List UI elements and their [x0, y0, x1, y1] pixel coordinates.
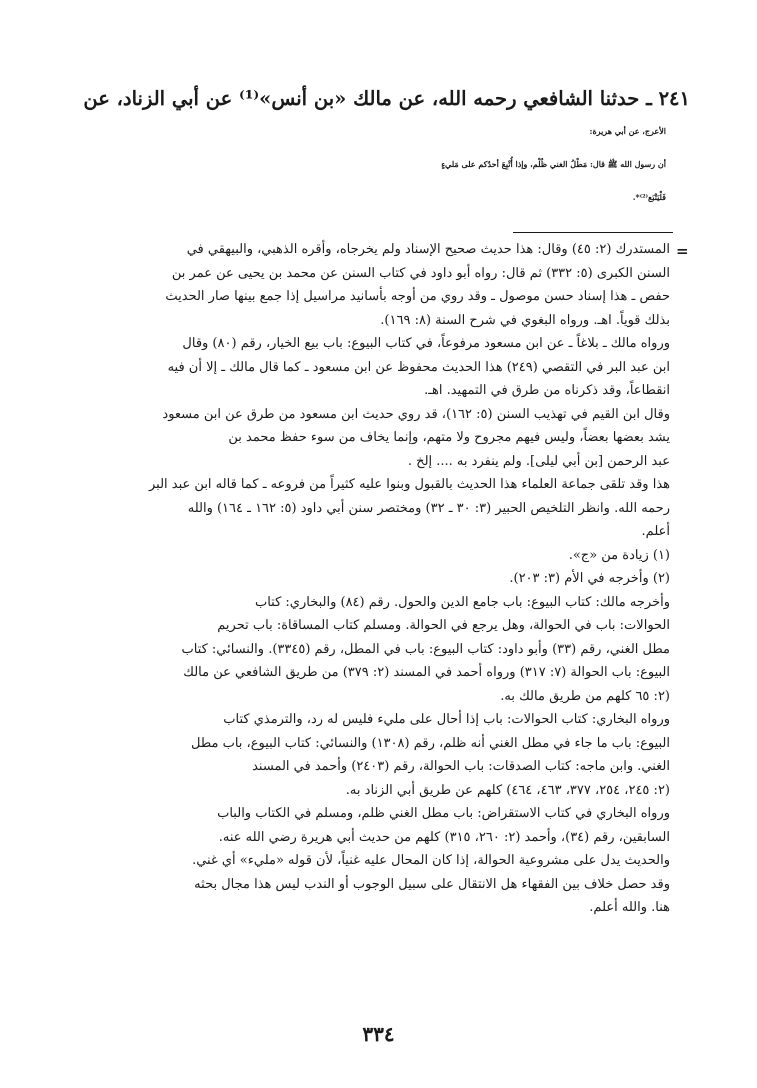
hadith-text [78, 82, 690, 214]
footnote-separator [513, 232, 673, 233]
footnote-line: والحديث يدل على مشروعية الحوالة، إذا كان المحال عليه غنياً، لأن قوله «مليء» أي غني. [192, 853, 670, 868]
hadith-line-4: فَلْيَتْبَع⁽²⁾*. [632, 192, 666, 202]
footnote-line: (١) زيادة من «ج». [568, 547, 670, 563]
footnote-line: هنا. والله أعلم. [589, 900, 670, 915]
footnote-line: الغني. وابن ماجه: كتاب الصدقات: باب الحوالة، رقم (٢٤٠٣) وأحمد في المسند [252, 759, 670, 774]
footnote-line: ورواه البخاري: كتاب الحوالات: باب إذا أحال على مليء فليس له رد، والترمذي كتاب [223, 712, 670, 727]
footnote-line: رحمه الله. وانظر التلخيص الحبير (٣: ٣٠ ـ ٣٢) ومختصر سنن أبي داود (٥: ١٦٢ ـ ١٦٤) والله [187, 500, 670, 516]
footnote-line: الحوالات: باب في الحوالة، وهل يرجع في الحوالة. ومسلم كتاب المساقاة: باب تحريم [217, 618, 670, 633]
footnote-line: ورواه البخاري في كتاب الاستقراض: باب مطل الغني ظلم، ومسلم في الكتاب والباب [217, 806, 670, 821]
footnote-line: انقطاعاً، وقد ذكرناه من طرق في التمهيد. اهـ. [424, 383, 670, 398]
hadith-line-2: الأعرج، عن أبي هريرة: [589, 126, 666, 136]
footnote-line: حفص ـ هذا إسناد حسن موصول ـ وقد روي من أوجه بأسانيد مراسيل إذا جمع بينها صار الحديث [165, 289, 670, 304]
page-number: ٣٣٤ [362, 1022, 395, 1046]
footnote-line: يشد بعضها بعضاً، وليس فيهم مجروح ولا متهم، وإنما يخاف من سوء حفظ محمد بن [228, 430, 670, 445]
footnote-line: (٢: ٢٤٥، ٢٥٤، ٣٧٧، ٤٦٣، ٤٦٤) كلهم عن طريق أبي الزناد به. [345, 782, 670, 798]
hadith-line-3: أن رسول الله ﷺ قال: مَطْلُ الغني ظُلْم، وإذا أُتْبِعَ أحدُكم على مَليءٍ [441, 159, 666, 169]
continuation-marker: = [676, 242, 689, 260]
footnote-line: السنن الكبرى (٥: ٣٣٢) ثم قال: رواه أبو داود في كتاب السنن عن محمد بن يحيى عن عمر بن [171, 265, 670, 281]
footnote-line: وأخرجه مالك: كتاب البيوع: باب جامع الدين والحول. رقم (٨٤) والبخاري: كتاب [254, 594, 670, 610]
footnote-line: مطل الغني، رقم (٣٣) وأبو داود: كتاب البيوع: باب في المطل، رقم (٣٣٤٥). والنسائي: كتاب [181, 641, 670, 657]
footnotes [84, 238, 670, 920]
footnote-line: وقال ابن القيم في تهذيب السنن (٥: ١٦٢)، قد روي حديث ابن مسعود من طرق عن ابن مسعود [162, 406, 670, 422]
footnote-line: السابقين، رقم (٣٤)، وأحمد (٢: ٢٦٠، ٣١٥) كلهم من حديث أبي هريرة رضي الله عنه. [218, 829, 670, 845]
footnote-line: ابن عبد البر في التقصي (٢٤٩) هذا الحديث محفوظ عن ابن مسعود ـ كما قال مالك ـ إلا أن فيه [167, 359, 670, 375]
hadith-line-1: ٢٤١ ـ حدثنا الشافعي رحمه الله، عن مالك «بن أنس»⁽¹⁾ عن أبي الزناد، عن [83, 87, 690, 110]
footnote-line: (٢: ٦٥ كلهم من طريق مالك به. [500, 688, 670, 704]
footnote-line: أعلم. [641, 524, 670, 539]
footnote-line: بذلك قوياً. اهـ. ورواه البغوي في شرح السنة (٨: ١٦٩). [380, 312, 670, 328]
footnote-line: البيوع: باب الحوالة (٧: ٣١٧) ورواه أحمد في المسند (٢: ٣٧٩) من طريق الشافعي عن مالك [183, 665, 670, 680]
footnote-line: ورواه مالك ـ بلاغاً ـ عن ابن مسعود مرفوعاً، في كتاب البيوع: باب بيع الخيار، رقم (٨٠) وقال [182, 336, 670, 351]
footnote-line: وقد حصل خلاف بين الفقهاء هل الانتقال على سبيل الوجوب أو الندب ليس هذا مجال بحثه [194, 876, 670, 892]
footnote-line: هذا وقد تلقى جماعة العلماء هذا الحديث بالقبول وبنوا عليه كثيراً من فروعه ـ كما قاله ابن عبد البر [148, 477, 670, 492]
footnote-line: (٢) وأخرجه في الأم (٣: ٢٠٣). [509, 571, 670, 586]
footnote-line: عبد الرحمن [بن أبي ليلى]. ولم ينفرد به .... إلخ . [407, 453, 670, 469]
footnote-line: المستدرك (٢: ٤٥) وقال: هذا حديث صحيح الإسناد ولم يخرجاه، وأقره الذهبي، والبيهقي في [186, 242, 670, 257]
footnote-line: البيوع: باب ما جاء في مطل الغني أنه ظلم، رقم (١٣٠٨) والنسائي: كتاب البيوع، باب مطل [190, 735, 670, 751]
